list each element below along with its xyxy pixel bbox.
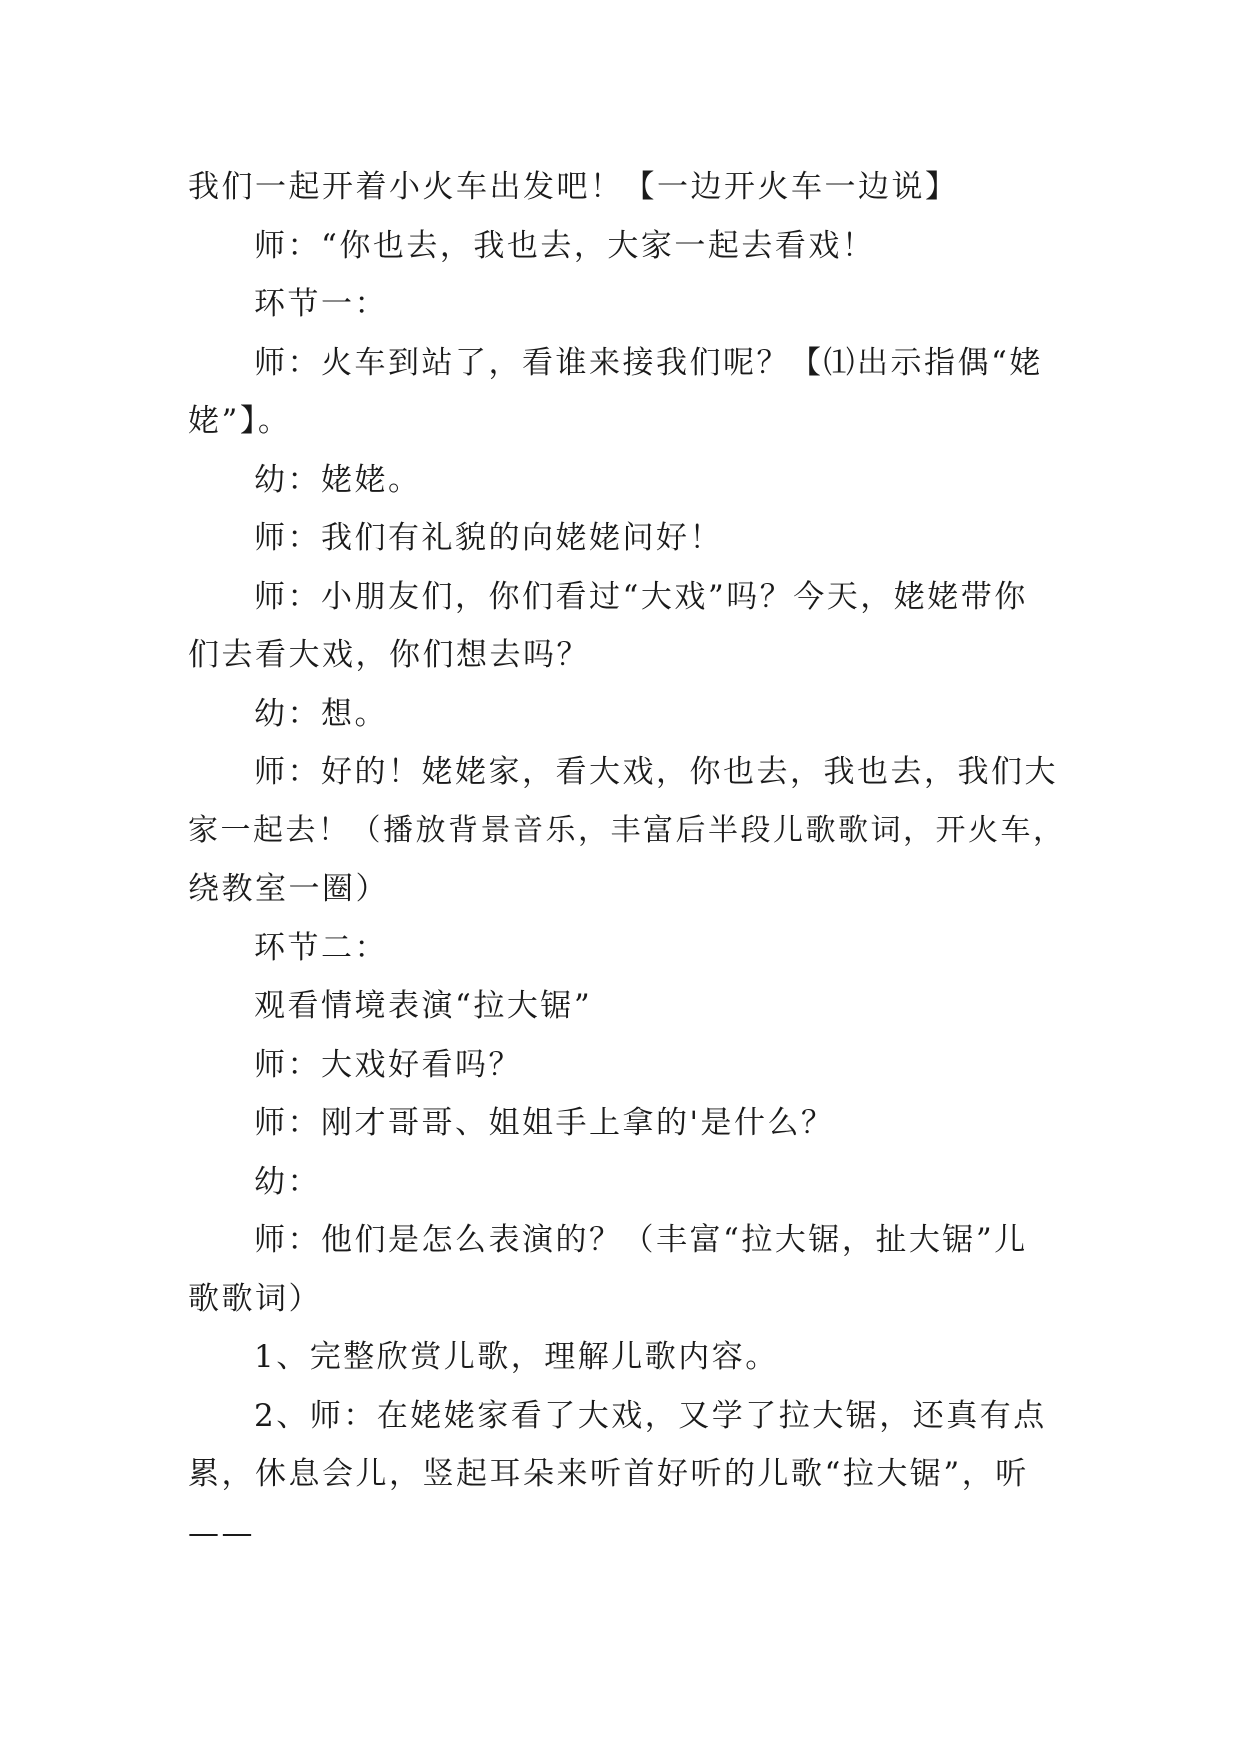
paragraph-line: 姥”】。 [188,403,292,439]
paragraph-line: 幼： [254,1163,321,1200]
paragraph-line: 绕教室一圈） [188,871,389,907]
paragraph-line: 累，休息会儿，竖起耳朵来听首好听的儿歌“拉大锯”，听 [188,1456,1029,1492]
paragraph-line: 师：火车到站了，看谁来接我们呢？【⑴出示指偶“姥 [254,344,1043,381]
section-heading: 环节二： [254,929,388,966]
paragraph-line: 观看情境表演“拉大锯” [254,988,593,1024]
document-page [188,158,1068,1562]
paragraph-line: 1、完整欣赏儿歌，理解儿歌内容。 [254,1339,779,1375]
paragraph-line: 们去看大戏，你们想去吗？ [188,637,590,673]
paragraph-line: 2、师：在姥姥家看了大戏，又学了拉大锯，还真有点 [254,1397,1047,1434]
paragraph-line: 师：大戏好看吗？ [254,1046,522,1083]
section-heading: 环节一： [254,286,388,322]
paragraph-line: 师：好的！姥姥家，看大戏，你也去，我也去，我们大 [254,754,1058,790]
paragraph-line: —— [188,1514,255,1551]
paragraph-line: 师：小朋友们，你们看过“大戏”吗？今天，姥姥带你 [254,578,1028,615]
paragraph-line: 歌歌词） [188,1280,322,1317]
paragraph-line: 幼：想。 [254,695,388,732]
paragraph-line: 家一起去！（播放背景音乐，丰富后半段儿歌歌词，开火车， [188,812,1066,848]
paragraph-line: 师：他们是怎么表演的？（丰富“拉大锯，扯大锯”儿 [254,1222,1028,1258]
paragraph-line: 我们一起开着小火车出发吧！【一边开火车一边说】 [188,169,959,205]
paragraph-line: 幼：姥姥。 [254,461,422,498]
paragraph-line: 师：“你也去，我也去，大家一起去看戏！ [254,227,876,264]
paragraph-line: 师：刚才哥哥、姐姐手上拿的'是什么？ [254,1105,835,1141]
paragraph-line: 师：我们有礼貌的向姥姥问好！ [254,520,723,556]
